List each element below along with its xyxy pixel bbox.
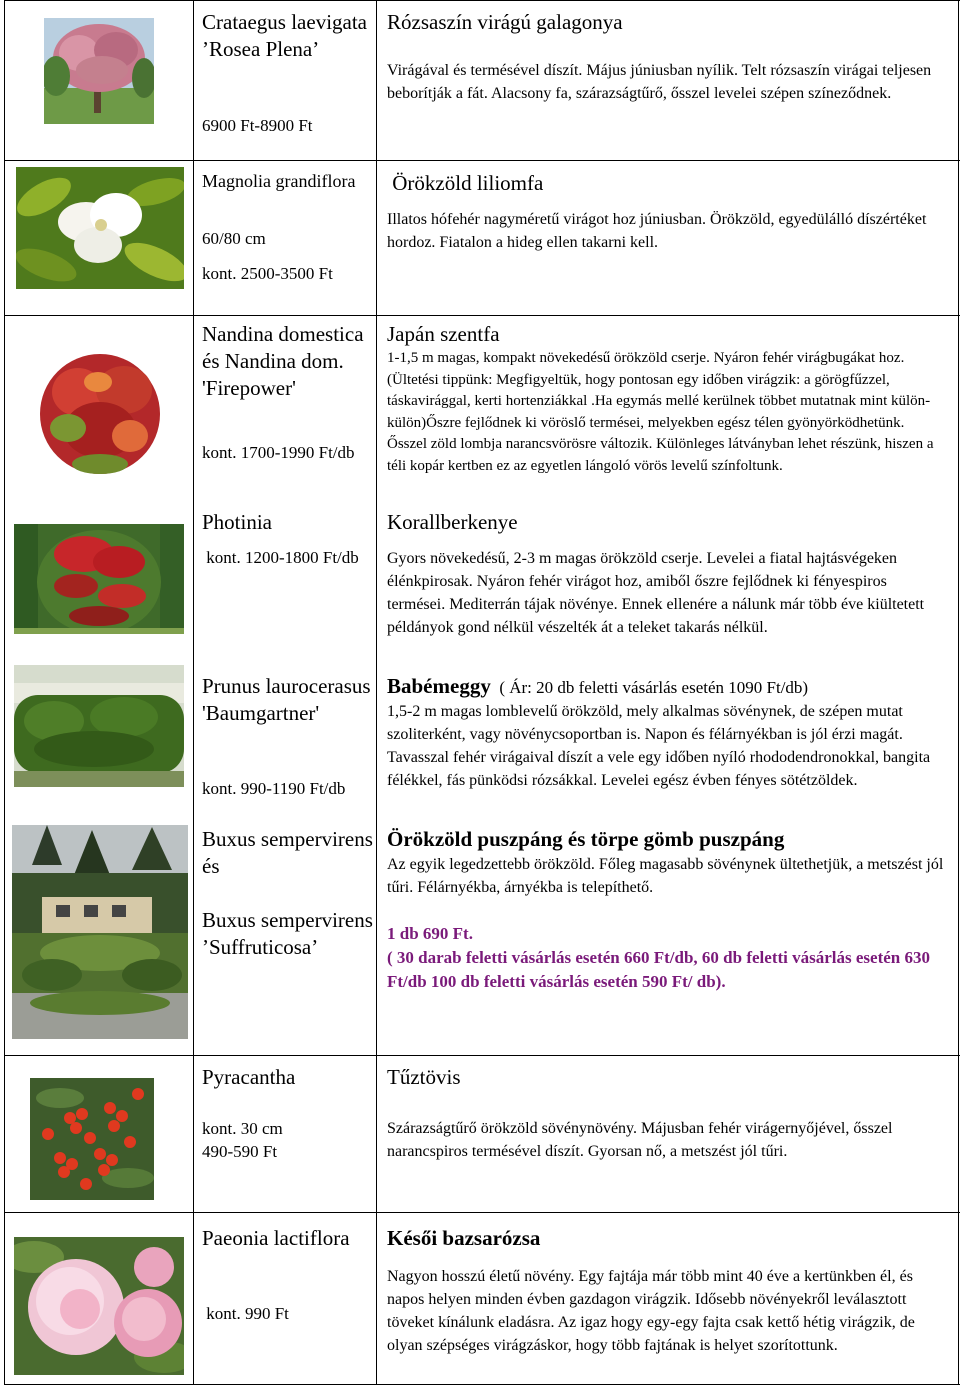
plant-description: Illatos hófehér nagyméretű virágot hoz júniusban. Örökzöld, egyedülálló díszértéket hordoz. Fiatalon a hideg ellen takarni kell. xyxy=(387,211,927,251)
plant-name: Magnolia grandiflora xyxy=(202,171,356,191)
pink-hawthorn-tree-photo xyxy=(44,18,154,124)
unit-price: 1 db 690 Ft. xyxy=(387,924,473,943)
nandina-red-foliage-photo xyxy=(38,352,162,482)
plant-description: 1-1,5 m magas, kompakt növekedésű örökzöld cserje. Nyáron fehér virágbugákat hoz. (Ültetési tippünk: Megfigyeltük, hogy pontosan egy időben virágzik: a görögfűzzel, táskavirággal, kerti hortenziákkal .Ha egymás mellé kerülnek többet mutatnak mint külön-külön)Őszre fejlődnek ki vöröslő termései, melyekben egész télen gyönyörködhetünk. Ősszel zöld lombja narancsvörösre változik. Különleges látványban lehet részünk, hiszen a téli kopár kertben ez az egyetlen lángoló vörös levelű színfoltunk. xyxy=(387,350,934,474)
plant-name: Buxus sempervirens és xyxy=(202,827,373,878)
plant-common-name: Korallberkenye xyxy=(387,510,518,534)
bulk-price-note: ( Ár: 20 db feletti vásárlás esetén 1090 Ft/db) xyxy=(490,678,809,697)
plant-name: Paeonia lactiflora xyxy=(202,1226,350,1250)
plant-description: Az egyik legedzettebb örökzöld. Főleg magasabb sövénynek ültethetjük, a metszést jól tűri. Félárnyékba, árnyékba is telepíthető. xyxy=(387,856,944,896)
plant-name: Prunus laurocerasus 'Baumgartner' xyxy=(202,674,371,725)
row-divider xyxy=(4,160,960,161)
photinia-hedge-photo xyxy=(14,524,184,634)
plant-description: Szárazságtűrő örökzöld sövénynövény. Májusban fehér virágernyőjével, ősszel narancspiros termésével díszít. Gyorsan nő, a metszést jól tűri. xyxy=(387,1120,893,1160)
table-border-right xyxy=(958,0,959,1385)
plant-name: Crataegus laevigata ’Rosea Plena’ xyxy=(202,10,368,61)
row-divider xyxy=(4,315,960,316)
plant-name: Photinia xyxy=(202,510,273,534)
plant-price: kont. 1200-1800 Ft/db xyxy=(202,548,359,567)
plant-common-name: Örökzöld puszpáng és törpe gömb puszpáng xyxy=(387,827,785,851)
plant-price: kont. 1700-1990 Ft/db xyxy=(202,443,355,462)
plant-description: Gyors növekedésű, 2-3 m magas örökzöld cserje. Levelei a fiatal hajtásvégeken élénkpirosak. Nyáron fehér virágot hoz, amiből őszre fejlődnek ki fényespiros termései. Mediterrán tájak növénye. Ennek ellenére a nálunk már több éve kiültetett példányok gond nélkül vészelték át a teleket takarás nélkül. xyxy=(387,550,925,636)
table-border-top xyxy=(4,0,960,1)
plant-name: Pyracantha xyxy=(202,1065,296,1089)
plant-size: kont. 30 cm xyxy=(202,1119,283,1138)
peony-flowers-photo xyxy=(14,1237,184,1375)
plant-name: Nandina domestica és Nandina dom. 'Firepower' xyxy=(202,322,364,400)
plant-common-name: Japán szentfa xyxy=(387,322,500,346)
cherry-laurel-hedge-photo xyxy=(14,665,184,787)
table-column-divider-2 xyxy=(376,0,377,1385)
plant-common-name: Késői bazsarózsa xyxy=(387,1226,541,1250)
plant-common-name: Örökzöld liliomfa xyxy=(387,171,544,195)
plant-size: 60/80 cm xyxy=(202,229,266,248)
bulk-price-list: ( 30 darab feletti vásárlás esetén 660 Ft/db, 60 db feletti vásárlás esetén 630 Ft/db 100 db feletti vásárlás esetén 590 Ft/ db). xyxy=(387,948,930,991)
table-border-left xyxy=(4,0,5,1385)
table-column-divider-1 xyxy=(193,0,194,1385)
row-divider xyxy=(4,1055,960,1056)
plant-price: 6900 Ft-8900 Ft xyxy=(202,116,313,135)
plant-price: kont. 990-1190 Ft/db xyxy=(202,779,346,798)
boxwood-garden-photo xyxy=(12,825,188,1039)
plant-name-variety: Buxus sempervirens ’Suffruticosa’ xyxy=(202,908,373,959)
plant-price: 490-590 Ft xyxy=(202,1142,278,1161)
plant-description: 1,5-2 m magas lomblevelű örökzöld, mely alkalmas sövénynek, de szépen mutat szoliterként, vagy növénycsoportban is. Napon és félárnyékban is jól érzi magát. Tavasszal fehér virágaival díszít a vele egy időben nyíló rhododendronokkal, bangita félékkel, fás pünködsi rózsákkal. Levelei egész évben fényes sötétzöldek. xyxy=(387,703,931,789)
plant-description: Virágával és termésével díszít. Május júniusban nyílik. Telt rózsaszín virágai teljesen beborítják a fát. Alacsony fa, szárazságtűrő, ősszel levelei szépen színeződnek. xyxy=(387,62,932,102)
magnolia-flower-photo xyxy=(16,167,184,289)
plant-description: Nagyon hosszú életű növény. Egy fajtája már több mint 40 éve a kertünkben él, és napos helyen minden évben gazdagon virágzik. Idősebb növényekről leválasztott töveket kínálunk eladásra. Az igaz hogy egy-egy fajta csak kettő hétig virágzik, de olyan szépséges virágzáskor, hogy több fajtának is helyet szorítottunk. xyxy=(387,1268,915,1354)
pyracantha-berries-photo xyxy=(30,1078,154,1200)
row-divider xyxy=(4,1212,960,1213)
plant-common-name: Tűztövis xyxy=(387,1065,461,1089)
plant-common-name: Babémeggy xyxy=(387,674,491,698)
plant-price: kont. 990 Ft xyxy=(202,1304,289,1323)
plant-common-name: Rózsaszín virágú galagonya xyxy=(387,10,623,34)
plant-price: kont. 2500-3500 Ft xyxy=(202,264,333,283)
plant-common-name-line xyxy=(387,673,947,701)
